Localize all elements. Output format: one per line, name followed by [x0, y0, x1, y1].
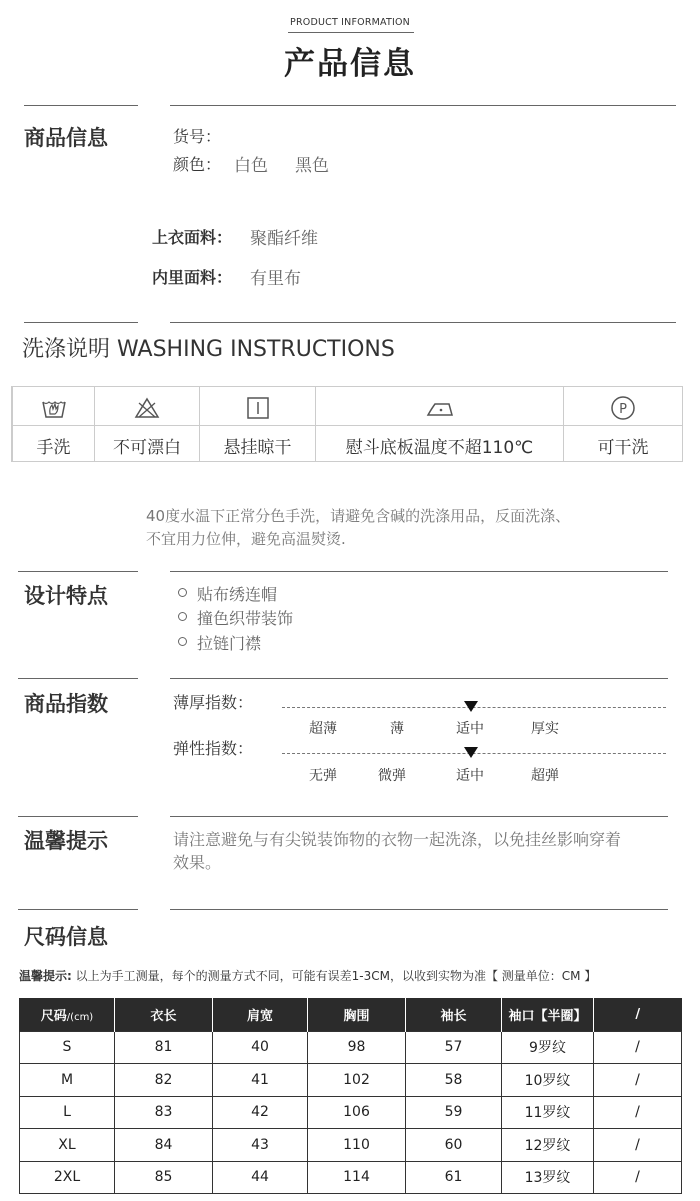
- color-label: 颜色：: [173, 155, 222, 174]
- hang-dry-icon: [200, 395, 315, 421]
- tips-line1: 请注意避免与有尖锐装饰物的衣物一起洗涤，以免挂丝影响穿着: [173, 830, 622, 849]
- thickness-option: 适中: [456, 721, 484, 737]
- cell: 82: [115, 1064, 213, 1097]
- lining-label: 内里面料：: [152, 268, 233, 287]
- size-info-title: 尺码信息: [24, 925, 108, 949]
- wash-label-hand-wash: 手洗: [36, 438, 71, 458]
- washing-note-line2: 不宜用力位伸，避免高温熨烫.: [146, 530, 346, 548]
- cell: 42: [213, 1096, 308, 1129]
- divider: [24, 322, 138, 323]
- svg-text:P: P: [619, 402, 627, 417]
- elasticity-indicator-icon: [464, 747, 478, 758]
- bullet: [178, 588, 187, 597]
- product-index-title: 商品指数: [24, 692, 108, 716]
- cell: 44: [213, 1161, 308, 1194]
- divider: [24, 105, 138, 106]
- wash-label-iron: 慰斗底板温度不超110℃: [345, 438, 534, 458]
- cell: 2XL: [20, 1161, 115, 1194]
- divider: [170, 571, 668, 572]
- cell: 10罗纹: [502, 1064, 594, 1097]
- cell: 85: [115, 1161, 213, 1194]
- cell: /: [594, 1064, 682, 1097]
- wash-cell-hand-wash: [12, 387, 94, 461]
- table-row: [20, 1064, 682, 1097]
- cell: /: [594, 1161, 682, 1194]
- elasticity-option: 超弹: [531, 768, 559, 784]
- divider: [170, 909, 668, 910]
- size-table-header: [20, 998, 682, 1031]
- header-english-title: PRODUCT INFORMATION: [290, 17, 410, 28]
- table-row: [20, 1161, 682, 1194]
- hand-wash-icon: [13, 395, 94, 421]
- washing-symbols-table: [11, 386, 683, 462]
- table-row: [20, 1096, 682, 1129]
- elasticity-option: 微弹: [378, 768, 406, 784]
- sku-label: 货号：: [173, 127, 222, 146]
- cell: 9罗纹: [502, 1031, 594, 1064]
- cell: 13罗纹: [502, 1161, 594, 1194]
- cell: 106: [308, 1096, 406, 1129]
- feature-item: 贴布绣连帽: [197, 585, 278, 604]
- design-features-title: 设计特点: [24, 584, 108, 608]
- washing-note-line1: 40度水温下正常分色手洗，请避免含碱的洗涤用品，反面洗涤、: [146, 507, 571, 525]
- dry-clean-icon: [564, 395, 682, 421]
- cell: XL: [20, 1129, 115, 1162]
- divider: [18, 678, 138, 679]
- cell: 12罗纹: [502, 1129, 594, 1162]
- cell: 58: [406, 1064, 502, 1097]
- outer-fabric-value: 聚酯纤维: [250, 229, 318, 249]
- wash-cell-dry-clean: [563, 387, 682, 461]
- col-extra: /: [594, 998, 682, 1031]
- cell: 102: [308, 1064, 406, 1097]
- thickness-option: 薄: [390, 721, 404, 737]
- thickness-option: 超薄: [309, 721, 337, 737]
- size-note-label: 温馨提示:: [19, 969, 72, 983]
- size-note-text: 以上为手工测量，每个的测量方式不同，可能有误差1-3CM，以收到实物为准【 测量单位：CM 】: [71, 969, 597, 983]
- wash-label-no-bleach: 不可漂白: [113, 438, 181, 458]
- cell: 40: [213, 1031, 308, 1064]
- divider: [170, 816, 668, 817]
- outer-fabric-label: 上衣面料：: [152, 228, 233, 247]
- thickness-option: 厚实: [531, 721, 559, 737]
- wash-cell-hang-dry: [199, 387, 315, 461]
- elasticity-option: 无弹: [309, 768, 337, 784]
- wash-label-dry-clean: 可干洗: [597, 438, 649, 458]
- table-row: [20, 1129, 682, 1162]
- divider: [170, 322, 676, 323]
- divider: [18, 571, 138, 572]
- col-chest: 胸围: [308, 998, 406, 1031]
- wash-cell-no-bleach: [94, 387, 199, 461]
- wash-label-hang-dry: 悬挂晾干: [223, 438, 292, 458]
- cell: M: [20, 1064, 115, 1097]
- iron-icon: [316, 395, 563, 421]
- header-underline: [288, 32, 414, 33]
- elasticity-label: 弹性指数：: [173, 739, 254, 758]
- product-info-title: 商品信息: [24, 126, 108, 150]
- elasticity-option: 适中: [456, 768, 484, 784]
- bullet: [178, 637, 187, 646]
- header-chinese-title: 产品信息: [284, 46, 416, 82]
- divider: [170, 678, 668, 679]
- col-shoulder: 肩宽: [213, 998, 308, 1031]
- washing-title: 洗涤说明 WASHING INSTRUCTIONS: [22, 337, 395, 362]
- col-sleeve: 袖长: [406, 998, 502, 1031]
- bullet: [178, 612, 187, 621]
- cell: /: [594, 1031, 682, 1064]
- thickness-indicator-icon: [464, 701, 478, 712]
- tips-title: 温馨提示: [24, 829, 108, 853]
- color-black: 黑色: [295, 156, 329, 176]
- cell: L: [20, 1096, 115, 1129]
- cell: 43: [213, 1129, 308, 1162]
- cell: 61: [406, 1161, 502, 1194]
- cell: 98: [308, 1031, 406, 1064]
- size-table: [19, 998, 682, 1194]
- size-note: [19, 967, 596, 984]
- lining-value: 有里布: [250, 269, 301, 289]
- table-row: [20, 1031, 682, 1064]
- cell: 41: [213, 1064, 308, 1097]
- cell: 84: [115, 1129, 213, 1162]
- thickness-label: 薄厚指数：: [173, 693, 254, 712]
- feature-item: 撞色织带装饰: [197, 609, 294, 628]
- divider: [18, 816, 138, 817]
- tips-line2: 效果。: [173, 853, 222, 872]
- no-bleach-icon: [95, 395, 199, 421]
- col-length: 衣长: [115, 998, 213, 1031]
- cell: 114: [308, 1161, 406, 1194]
- cell: 11罗纹: [502, 1096, 594, 1129]
- cell: S: [20, 1031, 115, 1064]
- col-cuff: 袖口【半圈】: [502, 998, 594, 1031]
- cell: 60: [406, 1129, 502, 1162]
- color-white: 白色: [234, 156, 268, 176]
- cell: 83: [115, 1096, 213, 1129]
- cell: /: [594, 1129, 682, 1162]
- feature-item: 拉链门襟: [197, 634, 262, 653]
- col-size: 尺码/(cm): [20, 998, 115, 1031]
- wash-cell-iron: [315, 387, 563, 461]
- divider: [18, 909, 138, 910]
- cell: 81: [115, 1031, 213, 1064]
- cell: 59: [406, 1096, 502, 1129]
- cell: 110: [308, 1129, 406, 1162]
- divider: [170, 105, 676, 106]
- cell: 57: [406, 1031, 502, 1064]
- cell: /: [594, 1096, 682, 1129]
